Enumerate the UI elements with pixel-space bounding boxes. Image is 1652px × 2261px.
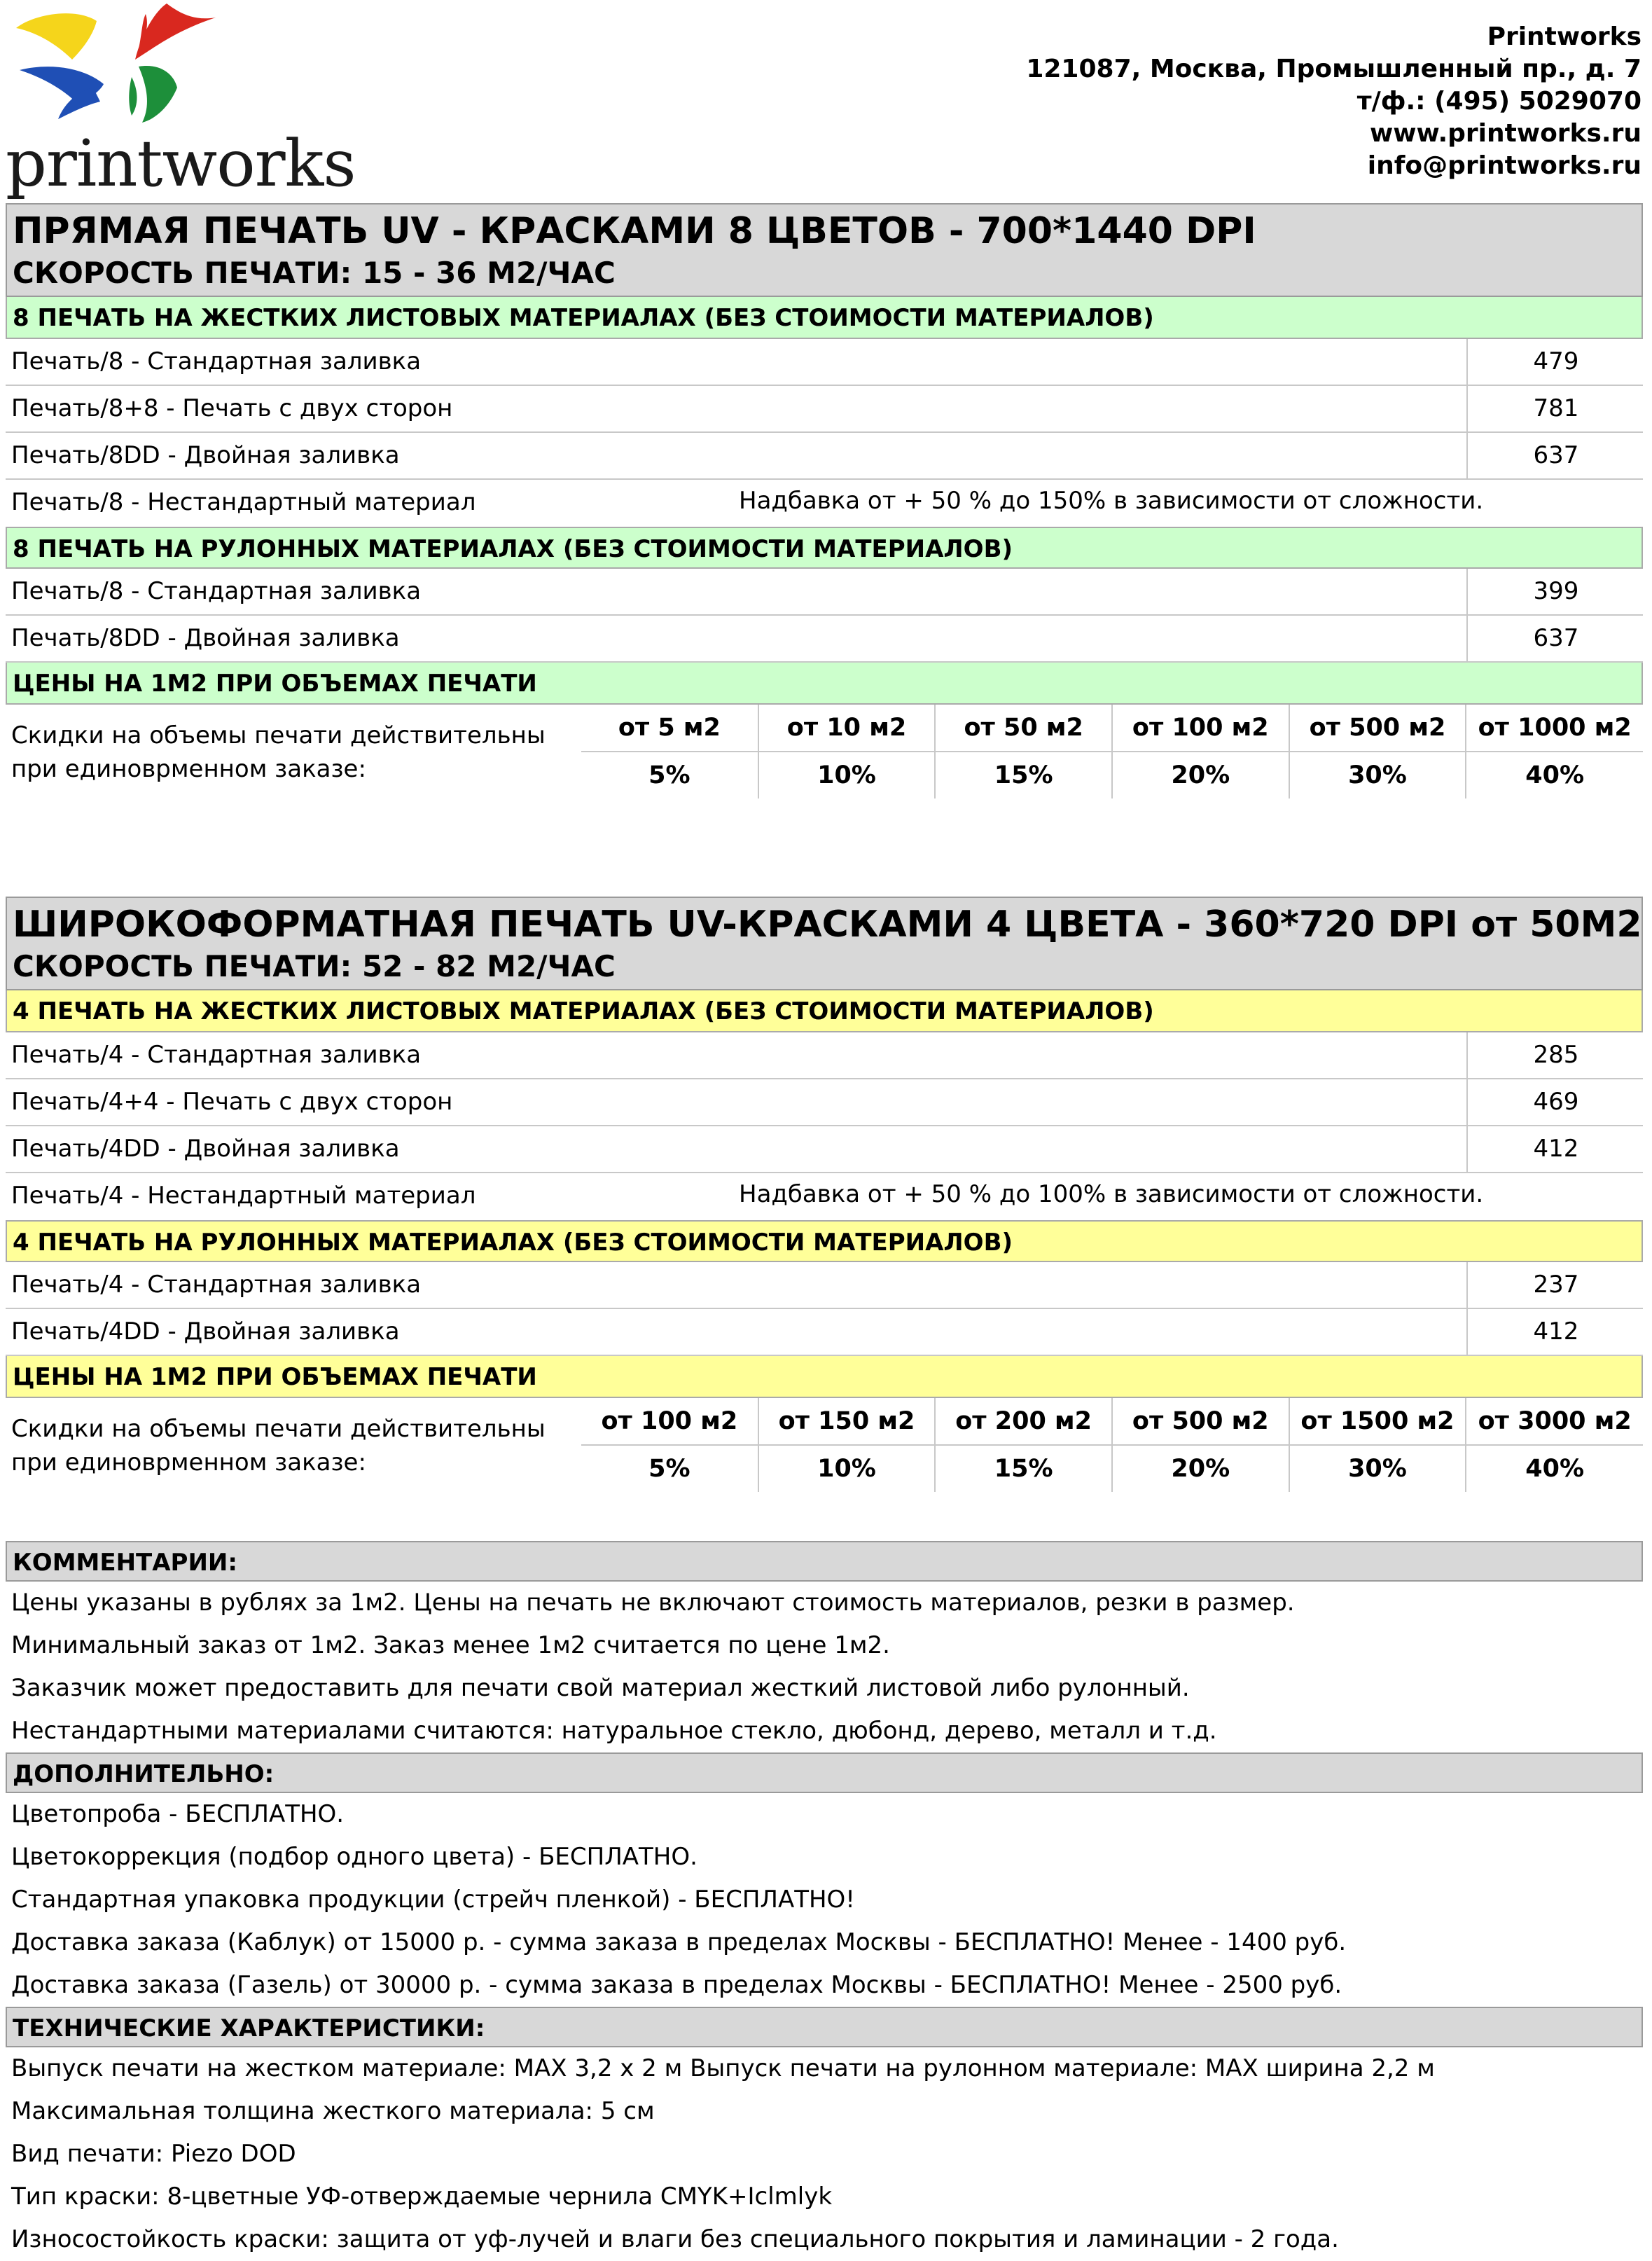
comment-line: Цены указаны в рублях за 1м2. Цены на печать не включают стоимость материалов, резки в размер. (11, 1589, 1295, 1617)
price-row-value: 469 (1466, 1079, 1644, 1125)
discount-cell: 30% (1289, 1445, 1466, 1492)
nonstandard-note: Надбавка от + 50 % до 150% в зависимости от сложности. (739, 487, 1484, 515)
volume-row (581, 1398, 1643, 1445)
volume-discounts (6, 1398, 1643, 1503)
comments-header: КОММЕНТАРИИ: (6, 1541, 1643, 1582)
price-row-value: 781 (1466, 386, 1644, 431)
price-row (6, 616, 1643, 663)
price-row (6, 1126, 1643, 1173)
price-row (6, 1309, 1643, 1356)
additional-line: Цветопроба - БЕСПЛАТНО. (11, 1800, 345, 1828)
section-speed: СКОРОСТЬ ПЕЧАТИ: 52 - 82 М2/ЧАС (13, 949, 616, 983)
price-row-value: 412 (1466, 1126, 1644, 1172)
price-row-label: Печать/8+8 - Печать с двух сторон (11, 394, 453, 422)
nonstandard-row (6, 480, 1643, 527)
discount-cell: 40% (1466, 1445, 1643, 1492)
company-name: Printworks (1487, 22, 1641, 51)
price-row-value: 399 (1466, 569, 1644, 614)
section-title-block (6, 897, 1643, 990)
volume-cell: от 50 м2 (935, 705, 1112, 752)
rigid-materials-header: 4 ПЕЧАТЬ НА ЖЕСТКИХ ЛИСТОВЫХ МАТЕРИАЛАХ (БЕЗ СТОИМОСТИ МАТЕРИАЛОВ) (6, 990, 1643, 1032)
technical-line: Износостойкость краски: защита от уф-лучей и влаги без специального покрытия и ламинации - 2 года. (11, 2225, 1339, 2253)
info-section (6, 1541, 1643, 2261)
technical-line: Тип краски: 8-цветные УФ-отверждаемые чернила CMYK+Iclmlyk (11, 2183, 833, 2211)
discount-cell: 10% (758, 1445, 936, 1492)
price-row-label: Печать/4DD - Двойная заливка (11, 1318, 400, 1346)
roll-materials-header: 4 ПЕЧАТЬ НА РУЛОННЫХ МАТЕРИАЛАХ (БЕЗ СТОИМОСТИ МАТЕРИАЛОВ) (6, 1220, 1643, 1262)
comment-line: Нестандартными материалами считаются: натуральное стекло, дюбонд, дерево, металл и т.д. (11, 1717, 1217, 1745)
volume-cell: от 500 м2 (1289, 705, 1466, 752)
nonstandard-note: Надбавка от + 50 % до 100% в зависимости от сложности. (739, 1180, 1484, 1208)
discount-row (581, 1445, 1643, 1492)
discount-table (581, 1398, 1643, 1492)
price-row-label: Печать/4 - Стандартная заливка (11, 1041, 422, 1069)
additional-line: Доставка заказа (Газель) от 30000 р. - сумма заказа в пределах Москвы - БЕСПЛАТНО! Менее - 2500 руб. (11, 1971, 1342, 1999)
price-row-label: Печать/4DD - Двойная заливка (11, 1135, 400, 1163)
discount-cell: 20% (1112, 1445, 1289, 1492)
price-row-label: Печать/8DD - Двойная заливка (11, 624, 400, 652)
volume-cell: от 1500 м2 (1289, 1398, 1466, 1445)
discount-note (11, 719, 546, 786)
discount-table (581, 705, 1643, 798)
discount-cell: 10% (758, 752, 936, 798)
section-title: ШИРОКОФОРМАТНАЯ ПЕЧАТЬ UV-КРАСКАМИ 4 ЦВЕТА - 360*720 DPI от 50М2 (13, 904, 1642, 946)
price-row (6, 1262, 1643, 1309)
discount-note-line: Скидки на объемы печати действительны (11, 721, 546, 749)
volume-row (581, 705, 1643, 752)
price-row-label: Печать/4+4 - Печать с двух сторон (11, 1088, 453, 1116)
logo-text: printworks (6, 126, 356, 201)
discount-cell: 15% (935, 1445, 1112, 1492)
price-row-value: 479 (1466, 339, 1644, 385)
discount-note-line: Скидки на объемы печати действительны (11, 1415, 546, 1443)
price-row (6, 1032, 1643, 1079)
company-info (1026, 21, 1641, 182)
volume-discounts (6, 705, 1643, 810)
section-title-block (6, 203, 1643, 297)
company-address: 121087, Москва, Промышленный пр., д. 7 (1026, 55, 1641, 83)
additional-line: Цветокоррекция (подбор одного цвета) - БЕСПЛАТНО. (11, 1843, 697, 1871)
price-row-value: 285 (1466, 1032, 1644, 1078)
price-row-label: Печать/8 - Стандартная заливка (11, 347, 422, 375)
discount-note-line: при единоврменном заказе: (11, 755, 366, 783)
price-row (6, 569, 1643, 616)
rigid-materials-header: 8 ПЕЧАТЬ НА ЖЕСТКИХ ЛИСТОВЫХ МАТЕРИАЛАХ (БЕЗ СТОИМОСТИ МАТЕРИАЛОВ) (6, 297, 1643, 339)
discount-row (581, 752, 1643, 798)
price-row (6, 433, 1643, 480)
price-row (6, 339, 1643, 386)
technical-line: Максимальная толщина жесткого материала: 5 см (11, 2097, 655, 2125)
discount-cell: 5% (648, 1455, 690, 1483)
technical-line: Вид печати: Piezo DOD (11, 2140, 296, 2168)
discount-note-line: при единоврменном заказе: (11, 1448, 366, 1477)
discount-cell: 30% (1289, 752, 1466, 798)
company-phone: т/ф.: (495) 5029070 (1356, 87, 1641, 116)
price-row-value: 412 (1466, 1309, 1644, 1355)
additional-header: ДОПОЛНИТЕЛЬНО: (6, 1752, 1643, 1793)
additional-line: Стандартная упаковка продукции (стрейч пленкой) - БЕСПЛАТНО! (11, 1886, 855, 1914)
nonstandard-label: Печать/4 - Нестандартный материал (11, 1182, 476, 1210)
comment-line: Заказчик может предоставить для печати свой материал жесткий листовой либо рулонный. (11, 1674, 1190, 1702)
volume-cell: от 100 м2 (581, 1398, 758, 1445)
volume-cell: от 200 м2 (935, 1398, 1112, 1445)
comment-line: Минимальный заказ от 1м2. Заказ менее 1м2 считается по цене 1м2. (11, 1631, 890, 1659)
discount-cell: 40% (1466, 752, 1643, 798)
nonstandard-row (6, 1173, 1643, 1220)
volume-cell: от 10 м2 (758, 705, 936, 752)
technical-header: ТЕХНИЧЕСКИЕ ХАРАКТЕРИСТИКИ: (6, 2007, 1643, 2047)
section-speed: СКОРОСТЬ ПЕЧАТИ: 15 - 36 М2/ЧАС (13, 256, 616, 290)
roll-materials-header: 8 ПЕЧАТЬ НА РУЛОННЫХ МАТЕРИАЛАХ (БЕЗ СТОИМОСТИ МАТЕРИАЛОВ) (6, 527, 1643, 569)
section-uv-8-colors (6, 203, 1643, 810)
volume-prices-header: ЦЕНЫ НА 1М2 ПРИ ОБЪЕМАХ ПЕЧАТИ (6, 1356, 1643, 1398)
company-email[interactable]: info@printworks.ru (1367, 151, 1641, 180)
volume-cell: от 1000 м2 (1466, 705, 1643, 752)
price-row (6, 386, 1643, 433)
volume-cell: от 100 м2 (1112, 705, 1289, 752)
volume-cell: от 3000 м2 (1466, 1398, 1643, 1445)
discount-cell: 5% (648, 761, 690, 789)
price-row-label: Печать/8DD - Двойная заливка (11, 441, 400, 469)
volume-cell: от 500 м2 (1112, 1398, 1289, 1445)
discount-cell: 20% (1112, 752, 1289, 798)
price-row (6, 1079, 1643, 1126)
volume-prices-header: ЦЕНЫ НА 1М2 ПРИ ОБЪЕМАХ ПЕЧАТИ (6, 663, 1643, 705)
volume-cell: от 5 м2 (581, 705, 758, 752)
price-row-label: Печать/8 - Стандартная заливка (11, 577, 422, 605)
price-row-value: 637 (1466, 433, 1644, 478)
company-website[interactable]: www.printworks.ru (1369, 119, 1641, 148)
price-row-label: Печать/4 - Стандартная заливка (11, 1271, 422, 1299)
nonstandard-label: Печать/8 - Нестандартный материал (11, 488, 476, 516)
discount-note (11, 1412, 546, 1479)
section-title: ПРЯМАЯ ПЕЧАТЬ UV - КРАСКАМИ 8 ЦВЕТОВ - 700*1440 DPI (13, 210, 1256, 252)
price-row-value: 237 (1466, 1262, 1644, 1308)
additional-line: Доставка заказа (Каблук) от 15000 р. - сумма заказа в пределах Москвы - БЕСПЛАТНО! Менее - 1400 руб. (11, 1928, 1347, 1956)
discount-cell: 15% (935, 752, 1112, 798)
section-uv-4-colors (6, 897, 1643, 1503)
volume-cell: от 150 м2 (758, 1398, 936, 1445)
technical-line: Выпуск печати на жестком материале: MAX 3,2 х 2 м Выпуск печати на рулонном материале: MAX ширина 2,2 м (11, 2054, 1435, 2082)
price-row-value: 637 (1466, 616, 1644, 661)
